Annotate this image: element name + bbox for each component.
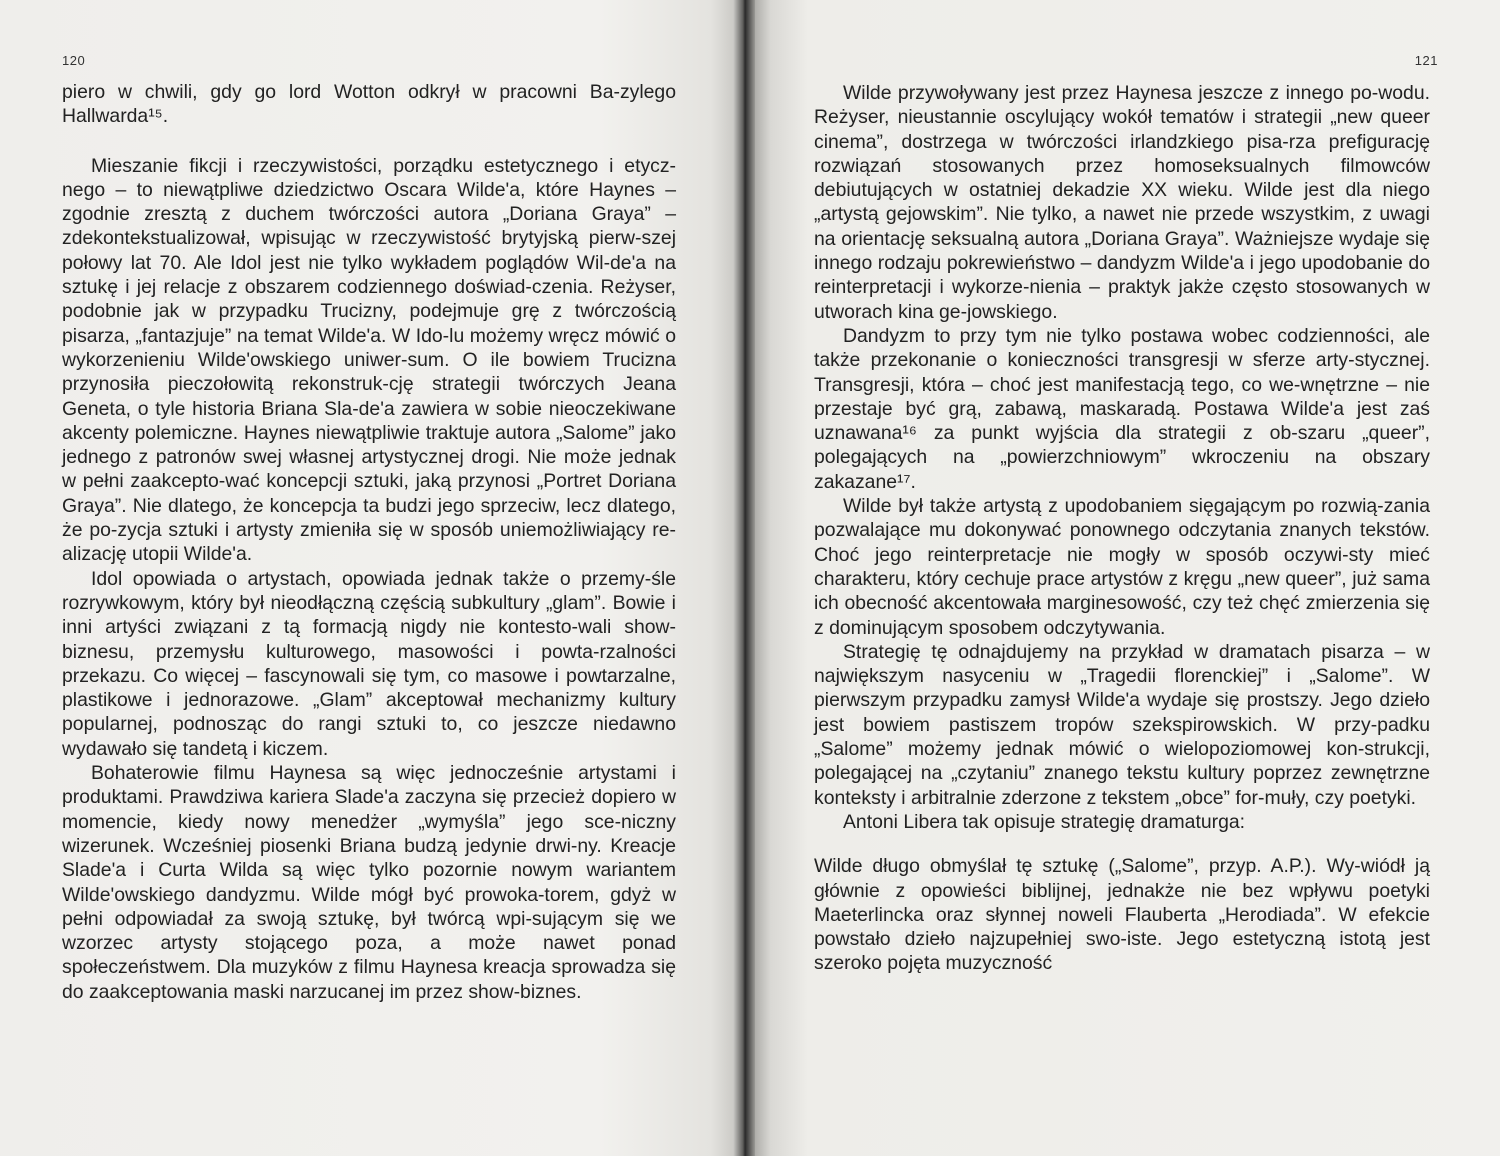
left-page-text	[62, 80, 676, 1004]
book-gutter	[733, 0, 755, 1156]
right-page	[748, 0, 1500, 1156]
right-page-text	[814, 81, 1430, 976]
paragraph: piero w chwili, gdy go lord Wotton odkrył w pracowni Ba-zylego Hallwarda¹⁵.	[62, 81, 676, 128]
block-quote: Wilde długo obmyślał tę sztukę („Salome”, przyp. A.P.). Wy-wiódł ją głównie z opowieści biblijnej, jednakże nie bez wpływu poetyki Maeterlincka oraz słynnej noweli Flauberta „Herodiada”. W efekcie powstało dzieło najzupełniej swo-iste. Jego estetyczną istotą jest szeroko pojęta muzyczność	[814, 855, 1430, 975]
paragraph: Idol opowiada o artystach, opowiada jednak także o przemy-śle rozrywkowym, który był nieodłączną częścią subkultury „glam”. Bowie i inni artyści związani z tą formacją nigdy nie kontesto-wali show-biznesu, przemysłu kulturowego, masowości i powta-rzalności przekazu. Co więcej – fascynowali się tym, co masowe i powtarzalne, plastikowe i jednorazowe. „Glam” akceptował mechanizmy kultury popularnej, podnosząc do rangi sztuki to, co jeszcze niedawno wydawało się tandetą i kiczem.	[62, 567, 676, 760]
page-number: 120	[62, 53, 86, 68]
paragraph: Mieszanie fikcji i rzeczywistości, porządku estetycznego i etycz-nego – to niewątpliwe dziedzictwo Oscara Wilde'a, które Haynes – zgodnie zresztą z duchem twórczości autora „Doriana Graya” – zdekontekstualizował, wpisując w rzeczywistość brytyjską pierw-szej połowy lat 70. Ale Idol jest nie tylko wykładem poglądów Wil-de'a na sztukę i jej relacje z obszarem codziennego doświad-czenia. Reżyser, podobnie jak w przypadku Trucizny, podejmuje grę z twórczością pisarza, „fantazjuje” na temat Wilde'a. W Ido-lu możemy wręcz mówić o wykorzenieniu Wilde'owskiego uniwer-sum. O ile bowiem Trucizna przynosiła pieczołowitą rekonstruk-cję strategii twórczych Jeana Geneta, o tyle historia Briana Sla-de'a zawiera w sobie nieoczekiwane akcenty polemiczne. Haynes niewątpliwie traktuje autora „Salome” jako jednego z patronów swej własnej artystycznej drogi. Nie może jednak w pełni zaakcepto-wać koncepcji sztuki, jaką przynosi „Portret Doriana Graya”. Nie dlatego, że koncepcja ta budzi jego sprzeciw, lecz dlatego, że po-zycja sztuki i artysty zmieniła się w sposób uniemożliwiający re-alizację utopii Wilde'a.	[62, 154, 676, 566]
page-number: 121	[1414, 53, 1438, 68]
paragraph: Dandyzm to przy tym nie tylko postawa wobec codzienności, ale także przekonanie o konieczności transgresji w sferze arty-stycznej. Transgresji, która – choć jest manifestacją tego, co we-wnętrzne – nie przestaje być grą, zabawą, maskaradą. Postawa Wilde'a jest zaś uznawana¹⁶ za punkt wyjścia dla strategii z ob-szaru „queer”, polegających na „powierzchniowym” wkroczeniu na obszary zakazane¹⁷.	[814, 324, 1430, 493]
paragraph: Wilde był także artystą z upodobaniem sięgającym po rozwią-zania pozwalające mu dokonywać ponownego odczytania znanych tekstów. Choć jego reinterpretacje nie mogły w sposób oczywi-sty mieć charakteru, który cechuje prace artystów z kręgu „new queer”, już sama ich obecność akcentowała marginesowość, czy też chęć zmierzenia się z dominującym sposobem odczytywania.	[814, 495, 1430, 639]
paragraph: Strategię tę odnajdujemy na przykład w dramatach pisarza – w największym nasyceniu w „Tragedii florenckiej” i „Salome”. W pierwszym przypadku zamysł Wilde'a wydaje się prostszy. Jego dzieło jest bowiem pastiszem tropów szekspirowskich. W przy-padku „Salome” możemy jednak mówić o wielopoziomowej kon-strukcji, polegającej na „czytaniu” znanego tekstu kultury poprzez zewnętrzne konteksty i arbitralnie zderzone z tekstem „obce” for-muły, czy poetyki.	[814, 640, 1430, 809]
paragraph: Bohaterowie filmu Haynesa są więc jednocześnie artystami i produktami. Prawdziwa kariera Slade'a zaczyna się przecież dopiero w momencie, kiedy nowy menedżer „wymyśla” jego sce-niczny wizerunek. Wcześniej piosenki Briana budzą jedynie drwi-ny. Kreacje Slade'a i Curta Wilda są więc tylko pozornie nowym wariantem Wilde'owskiego dandyzmu. Wilde mógł być prowoka-torem, gdyż w pełni odpowiadał za swoją sztukę, był twórcą wpi-sującym się we wzorzec artysty stojącego poza, a może nawet ponad społeczeństwem. Dla muzyków z filmu Haynesa kreacja sprowadza się do zaakceptowania maski narzucanej im przez show-biznes.	[62, 762, 676, 1003]
left-page	[0, 0, 748, 1156]
paragraph: Antoni Libera tak opisuje strategię dramaturga:	[843, 810, 1246, 833]
paragraph: Wilde przywoływany jest przez Haynesa jeszcze z innego po-wodu. Reżyser, nieustannie oscylujący wokół tematów i strategii „new queer cinema”, dostrzega w twórczości irlandzkiego pisa-rza prefigurację rozwiązań stosowanych przez homoseksualnych filmowców debiutujących w ostatniej dekadzie XX wieku. Wilde jest dla niego „artystą gejowskim”. Nie tylko, a nawet nie przede wszystkim, z uwagi na orientację seksualną autora „Doriana Graya”. Ważniejsze wydaje się innego rodzaju pokrewieństwo – dandyzm Wilde'a i jego upodobanie do reinterpretacji i wykorze-nienia – praktyk jakże często stosowanych w utworach kina ge-jowskiego.	[814, 82, 1430, 323]
